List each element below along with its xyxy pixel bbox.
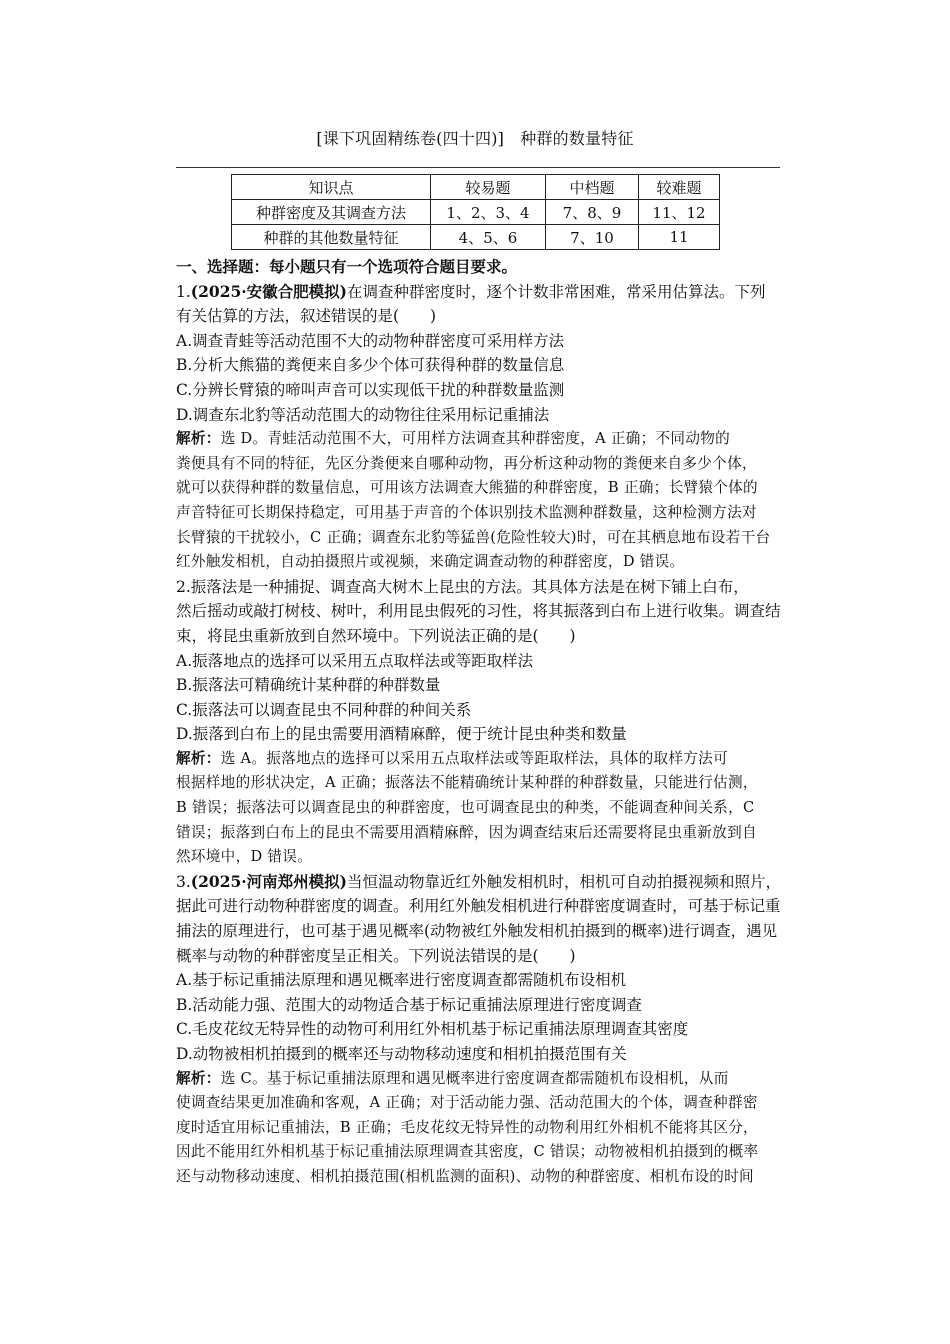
question-2-option-a: A.振落地点的选择可以采用五点取样法或等距取样法 (176, 651, 534, 670)
question-3-stem-cont: 概率与动物的种群密度呈正相关。下列说法错误的是( ) (176, 946, 576, 965)
analysis-line: 粪便具有不同的特征，先区分粪便来自哪种动物，再分析这种动物的粪便来自多少个体， (176, 454, 757, 472)
table-row (232, 200, 720, 225)
analysis-line: 声音特征可长期保持稳定，可用基于声音的个体识别技术监测种群数量，这种检测方法对 (176, 503, 757, 521)
table-header-cell: 较难题 (639, 175, 720, 200)
analysis-line: 度时适宜用标记重捕法，B 正确；毛皮花纹无特异性的动物利用红外相机不能将其区分， (176, 1118, 758, 1136)
analysis-text: 选 D。青蛙活动范围不大，可用样方法调查其种群密度，A 正确；不同动物的 (220, 430, 731, 448)
question-3-option-b: B.活动能力强、范围大的动物适合基于标记重捕法原理进行密度调查 (176, 995, 642, 1014)
question-1-option-a: A.调查青蛙等活动范围不大的动物种群密度可采用样方法 (176, 331, 565, 350)
question-2-stem: 2.振落法是一种捕捉、调查高大树木上昆虫的方法。其具体方法是在树下铺上白布， (176, 577, 749, 596)
question-3-stem-cont: 据此可进行动物种群密度的调查。利用红外触发相机进行种群密度调查时，可基于标记重 (176, 897, 781, 916)
question-3-option-a: A.基于标记重捕法原理和遇见概率进行密度调查都需随机布设相机 (176, 971, 627, 990)
document-body (176, 255, 806, 1190)
question-1-stem-cont: 有关估算的方法，叙述错误的是( ) (176, 307, 437, 326)
question-1-option-b: B.分析大熊猫的粪便来自多少个体可获得种群的数量信息 (176, 356, 565, 375)
question-1-analysis (176, 427, 806, 452)
analysis-line: 使调查结果更加准确和客观，A 正确；对于活动能力强、活动范围大的个体，调查种群密 (176, 1094, 758, 1112)
question-2-stem-cont: 然后摇动或敲打树枝、树叶，利用昆虫假死的习性，将其振落到白布上进行收集。调查结 (176, 602, 781, 621)
analysis-line: B 错误；振落法可以调查昆虫的种群密度，也可调查昆虫的种类，不能调查种间关系，C (176, 799, 755, 817)
title-divider (176, 167, 780, 168)
question-3-option-c: C.毛皮花纹无特异性的动物可利用红外相机基于标记重捕法原理调查其密度 (176, 1020, 689, 1039)
question-1-stem (176, 280, 806, 305)
analysis-line: 还与动物移动速度、相机拍摄范围(相机监测的面积)、动物的种群密度、相机布设的时间 (176, 1167, 754, 1185)
question-1-option-c: C.分辨长臂猿的啼叫声音可以实现低干扰的种群数量监测 (176, 380, 565, 399)
question-2-analysis (176, 747, 806, 772)
analysis-label: 解析： (176, 430, 221, 448)
table-cell: 种群的其他数量特征 (232, 225, 431, 250)
question-2-option-c: C.振落法可以调查昆虫不同种群的种间关系 (176, 700, 472, 719)
question-1-option-d: D.调查东北豹等活动范围大的动物往往采用标记重捕法 (176, 405, 550, 424)
table-header-cell: 知识点 (232, 175, 431, 200)
question-stem-text: 当恒温动物靠近红外触发相机时，相机可自动拍摄视频和照片， (347, 872, 782, 891)
question-3-option-d: D.动物被相机拍摄到的概率还与动物移动速度和相机拍摄范围有关 (176, 1045, 627, 1063)
analysis-line: 红外触发相机，自动拍摄照片或视频，来确定调查动物的种群密度，D 错误。 (176, 553, 685, 571)
analysis-label: 解析： (176, 1069, 221, 1087)
analysis-line: 因此不能用红外相机基于标记重捕法原理调查其密度，C 错误；动物被相机拍摄到的概率 (176, 1143, 759, 1161)
question-2-option-b: B.振落法可精确统计某种群的种群数量 (176, 676, 441, 695)
question-number: 1. (176, 282, 191, 301)
knowledge-point-table (231, 174, 720, 250)
analysis-line: 然环境中，D 错误。 (176, 848, 313, 866)
question-2-option-d: D.振落到白布上的昆虫需要用酒精麻醉，便于统计昆虫种类和数量 (176, 725, 627, 744)
question-number: 3. (176, 872, 191, 891)
table-cell: 种群密度及其调查方法 (232, 200, 431, 225)
analysis-label: 解析： (176, 749, 221, 767)
analysis-text: 选 C。基于标记重捕法原理和遇见概率进行密度调查都需随机布设相机，从而 (220, 1069, 729, 1087)
table-cell: 4、5、6 (431, 225, 546, 250)
analysis-text: 选 A。振落地点的选择可以采用五点取样法或等距取样法，具体的取样方法可 (220, 749, 728, 767)
table-cell: 7、10 (546, 225, 639, 250)
question-source: (2025·安徽合肥模拟) (190, 281, 348, 301)
page-title: [课下巩固精练卷(四十四)] 种群的数量特征 (316, 129, 634, 148)
analysis-line: 长臂猿的干扰较小，C 正确；调查东北豹等猛兽(危险性较大)时，可在其栖息地布设若干台 (176, 528, 771, 546)
question-2-stem-cont: 束，将昆虫重新放到自然环境中。下列说法正确的是( ) (176, 626, 576, 645)
table-cell: 11 (639, 225, 720, 250)
table-cell: 11、12 (639, 200, 720, 225)
section-heading: 一、选择题：每小题只有一个选项符合题目要求。 (176, 257, 518, 276)
question-3-stem-cont: 捕法的原理进行，也可基于遇见概率(动物被红外触发相机拍摄到的概率)进行调查，遇见 (176, 922, 778, 941)
analysis-line: 就可以获得种群的数量信息，可用该方法调查大熊猫的种群密度，B 正确；长臂猿个体的 (176, 479, 758, 497)
table-cell: 1、2、3、4 (431, 200, 546, 225)
table-header-cell: 中档题 (546, 175, 639, 200)
analysis-line: 根据样地的形状决定，A 正确；振落法不能精确统计某种群的种群数量，只能进行估测， (176, 774, 758, 792)
table-header-row (232, 175, 720, 200)
question-3-analysis (176, 1067, 806, 1092)
table-header-cell: 较易题 (431, 175, 546, 200)
table-cell: 7、8、9 (546, 200, 639, 225)
question-source: (2025·河南郑州模拟) (190, 871, 348, 891)
table-row (232, 225, 720, 250)
question-stem-text: 在调查种群密度时，逐个计数非常困难，常采用估算法。下列 (347, 282, 766, 301)
question-3-stem (176, 870, 806, 895)
analysis-line: 错误；振落到白布上的昆虫不需要用酒精麻醉，因为调查结束后还需要将昆虫重新放到自 (176, 823, 757, 841)
